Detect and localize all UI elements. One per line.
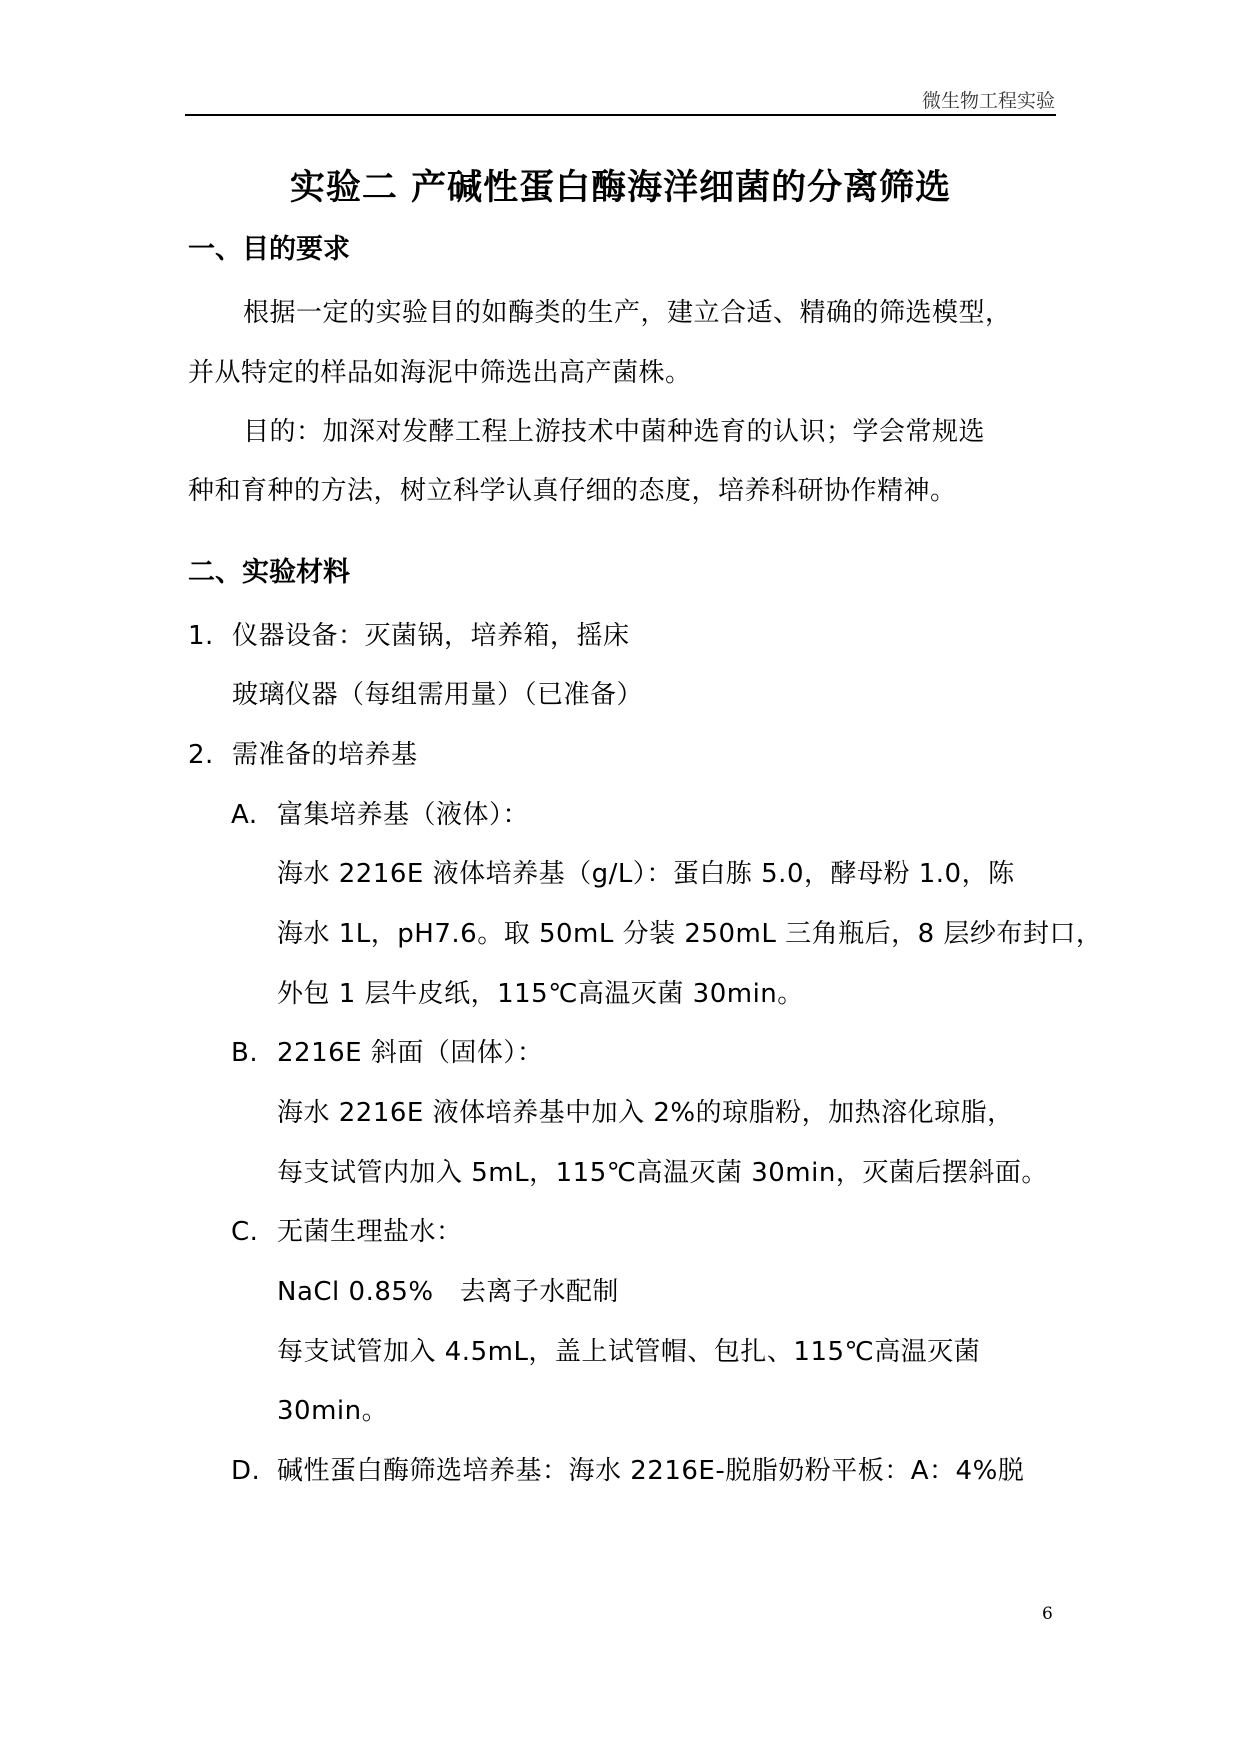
paragraph-2-line-1: 目的：加深对发酵工程上游技术中菌种选育的认识；学会常规选	[243, 417, 986, 447]
running-header: 微生物工程实验	[921, 90, 1055, 112]
list-item-1-text: 仪器设备：灭菌锅，培养箱，摇床	[232, 621, 630, 651]
sub-item-d	[231, 1450, 1024, 1487]
paragraph-2-line-2: 种和育种的方法，树立科学认真仔细的态度，培养科研协作精神。	[188, 476, 957, 506]
section-heading-1: 一、目的要求	[188, 234, 350, 265]
sub-item-a-title: 富集培养基（液体）：	[277, 800, 530, 830]
sub-item-a	[231, 794, 529, 831]
list-item-2	[188, 734, 418, 771]
list-item-1	[188, 615, 630, 652]
sub-item-c-label: C.	[231, 1217, 259, 1247]
list-item-1-sub: 玻璃仪器（每组需用量）（已准备）	[232, 680, 644, 710]
sub-item-c-title: 无菌生理盐水：	[277, 1217, 463, 1247]
header-divider	[185, 114, 1056, 116]
sub-item-a-line-3: 外包 1 层牛皮纸，115℃高温灭菌 30min。	[277, 979, 804, 1009]
sub-item-c-line-2: 每支试管加入 4.5mL，盖上试管帽、包扎、115℃高温灭菌	[277, 1337, 981, 1367]
sub-item-a-label: A.	[231, 800, 258, 830]
sub-item-b-title: 2216E 斜面（固体）：	[277, 1038, 544, 1068]
sub-item-a-line-1: 海水 2216E 液体培养基（g/L）：蛋白胨 5.0，酵母粉 1.0，陈	[277, 859, 1015, 889]
page-number: 6	[1042, 1604, 1053, 1624]
sub-item-d-label: D.	[231, 1456, 261, 1486]
sub-item-b-line-2: 每支试管内加入 5mL，115℃高温灭菌 30min，灭菌后摆斜面。	[277, 1158, 1048, 1188]
section-heading-2: 二、实验材料	[188, 557, 350, 588]
list-item-2-text: 需准备的培养基	[232, 740, 418, 770]
paragraph-1-line-1: 根据一定的实验目的如酶类的生产，建立合适、精确的筛选模型，	[243, 298, 1012, 328]
page-title: 实验二 产碱性蛋白酶海洋细菌的分离筛选	[289, 168, 952, 208]
sub-item-b-line-1: 海水 2216E 液体培养基中加入 2%的琼脂粉，加热溶化琼脂，	[277, 1098, 1014, 1128]
sub-item-d-text: 碱性蛋白酶筛选培养基：海水 2216E-脱脂奶粉平板：A：4%脱	[277, 1456, 1025, 1486]
sub-item-b-label: B.	[231, 1038, 259, 1068]
list-item-2-number: 2.	[188, 740, 214, 770]
sub-item-c-line-3: 30min。	[277, 1396, 389, 1426]
sub-item-a-line-2: 海水 1L，pH7.6。取 50mL 分装 250mL 三角瓶后，8 层纱布封口，	[277, 919, 1103, 949]
sub-item-b	[231, 1032, 543, 1069]
paragraph-1-line-2: 并从特定的样品如海泥中筛选出高产菌株。	[188, 358, 692, 388]
sub-item-c-line-1: NaCl 0.85% 去离子水配制	[277, 1277, 619, 1307]
sub-item-c	[231, 1211, 463, 1248]
list-item-1-number: 1.	[188, 621, 214, 651]
